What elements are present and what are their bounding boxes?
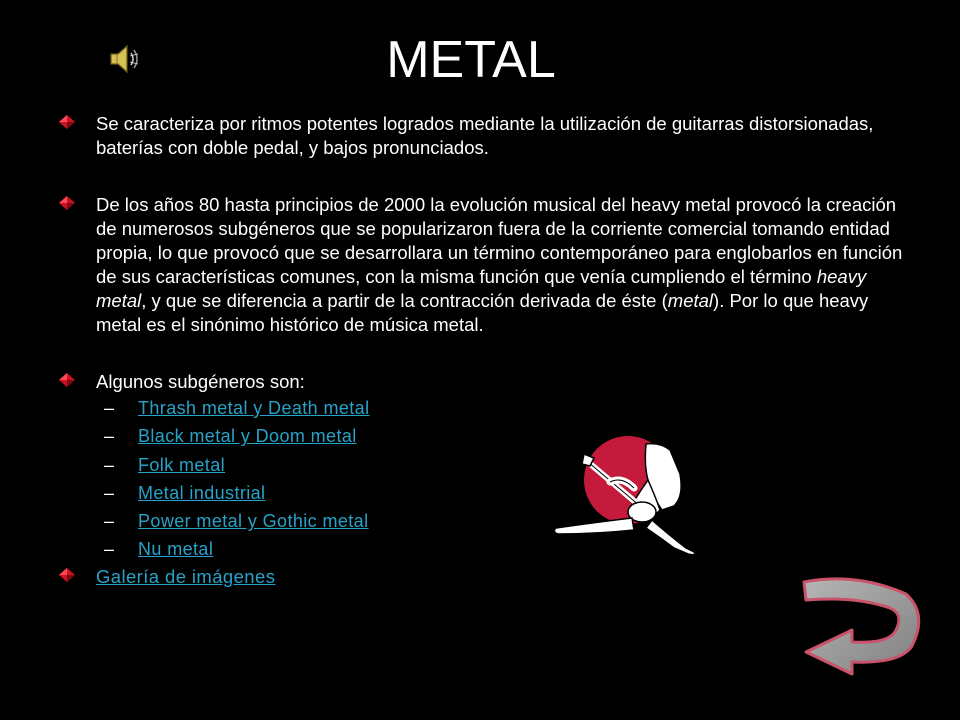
term-metal: metal: [667, 290, 714, 311]
paragraph-2-part-3: ). Por lo que heavy metal es el sinónimo histórico de música metal.: [96, 290, 869, 335]
subgenres-intro: Algunos subgéneros son:: [96, 371, 305, 392]
bullet-paragraph-1: [56, 112, 916, 160]
link-nu-metal[interactable]: Nu metal: [138, 539, 214, 560]
dash: –: [104, 482, 115, 503]
term-heavy-metal: heavy metal: [96, 266, 867, 311]
gallery-link[interactable]: Galería de imágenes: [96, 565, 276, 587]
list-item: [56, 479, 916, 507]
paragraph-2-text: [96, 194, 902, 335]
dash: –: [104, 511, 115, 532]
bullet-paragraph-3: [56, 370, 916, 394]
link-folk-metal[interactable]: Folk metal: [138, 454, 226, 475]
dash: –: [104, 398, 115, 418]
bullet-paragraph-4: [56, 565, 916, 589]
link-power-gothic-metal[interactable]: Power metal y Gothic metal: [138, 511, 369, 532]
list-item: [56, 535, 916, 563]
paragraph-2-part-1: De los años 80 hasta principios de 2000 la evolución musical del heavy metal provocó la creación de numerosos subgéneros que se popularizaron fuera de la corriente comercial tomando entidad propia, lo que provocó que se desarrollara un término contemporáneo para englobarlos en función de sus características comunes, con la misma función que venía cumpliendo el término: [96, 194, 903, 287]
bullet-icon: [59, 196, 75, 210]
guitarist-illustration: [548, 436, 708, 558]
dash: –: [104, 426, 115, 447]
paragraph-1-text: Se caracteriza por ritmos potentes logrados mediante la utilización de guitarras distorsionadas, baterías con doble pedal, y bajos pronunciados.: [96, 113, 874, 158]
list-item: [56, 451, 916, 479]
slide-title: METAL: [386, 31, 556, 89]
return-arrow-icon[interactable]: [800, 574, 924, 678]
dash: –: [104, 539, 115, 560]
dash: –: [104, 454, 115, 475]
bullet-icon: [59, 568, 75, 582]
list-item: [56, 394, 916, 422]
slide-content: [56, 112, 916, 589]
bullet-icon: [59, 373, 75, 387]
paragraph-2-part-2: , y que se diferencia a partir de la contracción derivada de éste (: [141, 290, 668, 311]
speaker-icon[interactable]: [108, 42, 142, 76]
link-black-doom-metal[interactable]: Black metal y Doom metal: [138, 426, 357, 447]
list-item: [56, 507, 916, 535]
list-item: [56, 422, 916, 450]
bullet-icon: [59, 115, 75, 129]
link-metal-industrial[interactable]: Metal industrial: [138, 482, 266, 503]
link-thrash-death-metal[interactable]: Thrash metal y Death metal: [138, 398, 370, 418]
bullet-paragraph-2: [56, 193, 916, 337]
subgenre-list: [56, 394, 916, 564]
